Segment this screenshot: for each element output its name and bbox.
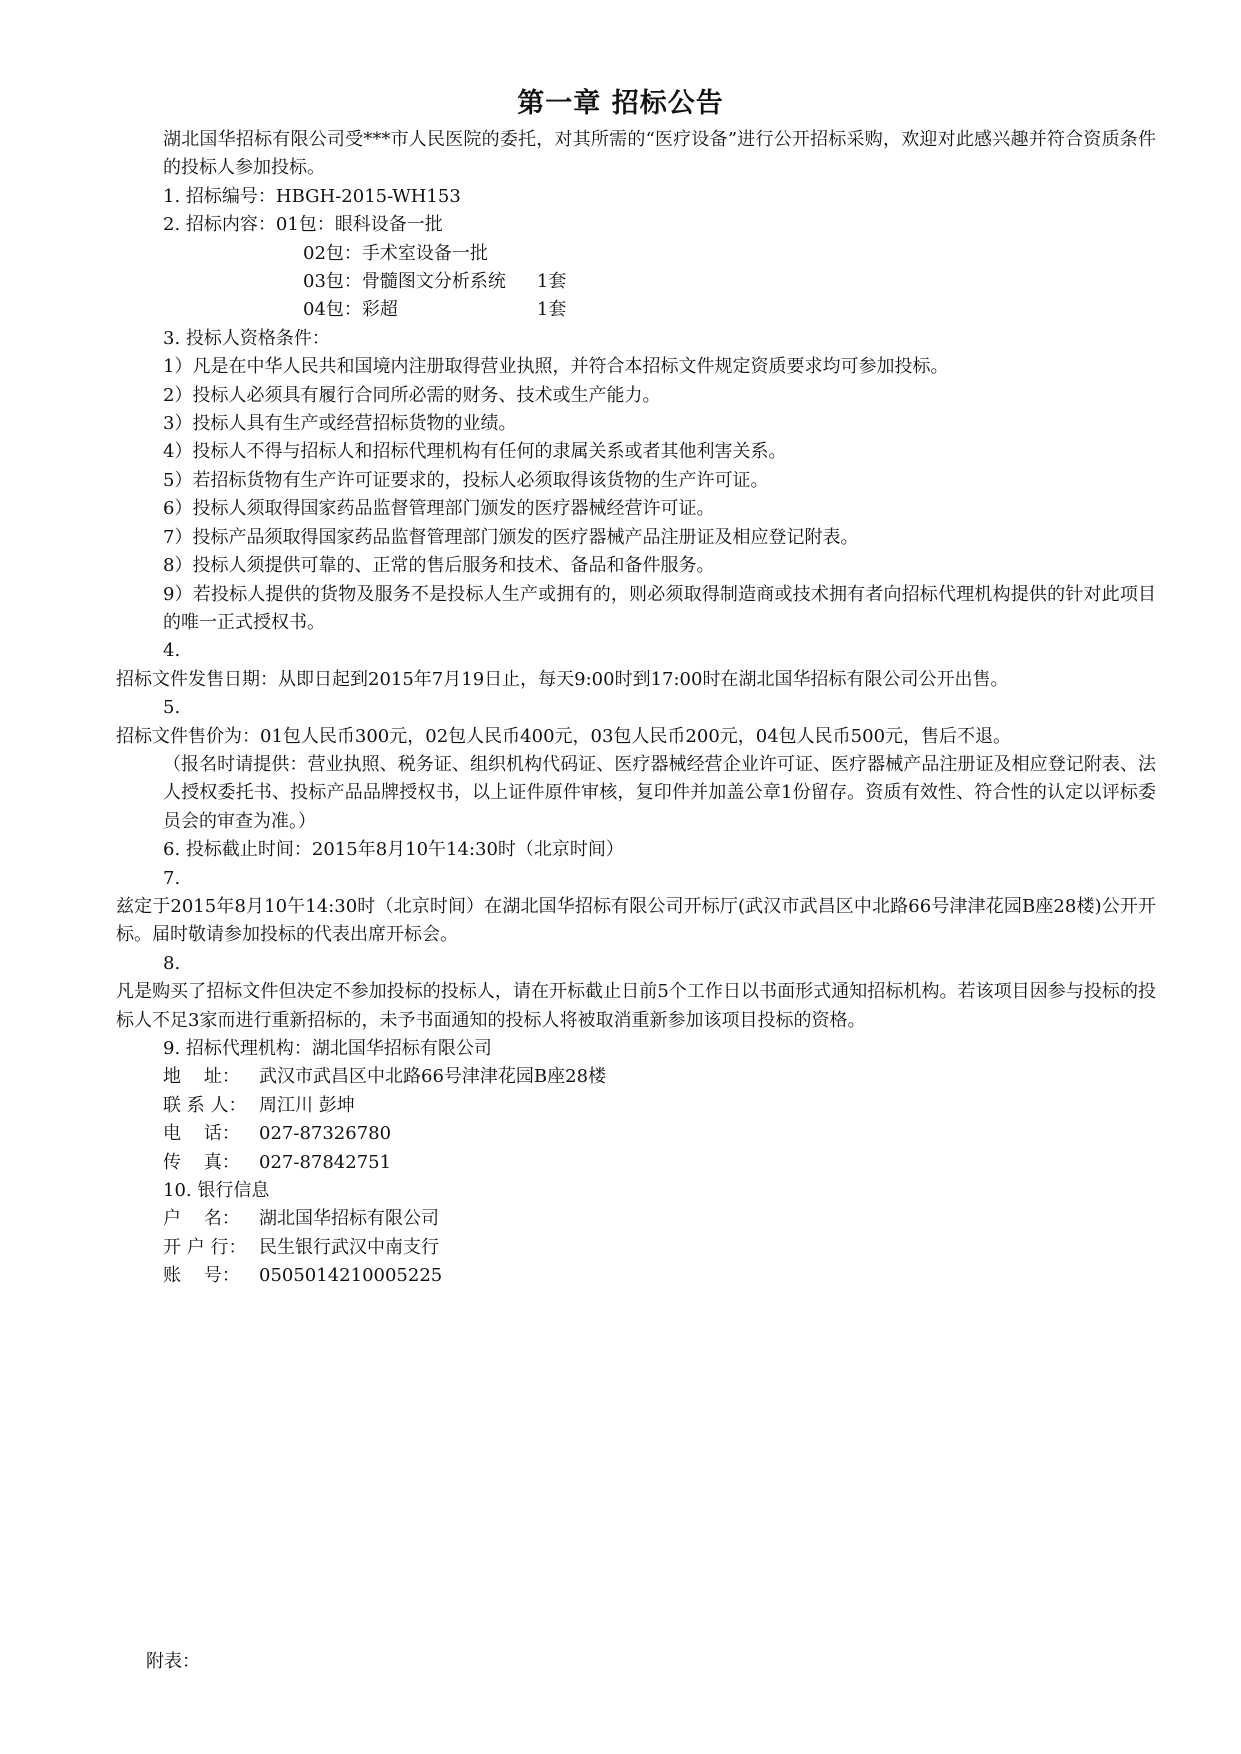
package-name: 骨髓图文分析系统 — [361, 271, 506, 293]
item-number: 5. — [163, 697, 181, 719]
agency-fax — [116, 1149, 1156, 1177]
package-row — [116, 296, 1156, 324]
field-value: 027-87326780 — [259, 1123, 392, 1145]
package-no: 02包： — [303, 242, 362, 264]
registration-note: （报名时请提供：营业执照、税务证、组织机构代码证、医疗器械经营企业许可证、医疗器械产品注册证及相应登记附表、法人授权委托书、投标产品品牌授权书，以上证件原件审核，复印件并加盖公章1份留存。资质有效性、符合性的认定以评标委员会的审查为准。） — [163, 753, 1156, 832]
field-value: 湖北国华招标有限公司 — [259, 1208, 439, 1230]
field-value: 0505014210005225 — [259, 1265, 443, 1287]
qualification-item: 8）投标人须提供可靠的、正常的售后服务和技术、备品和备件服务。 — [163, 555, 715, 577]
field-value: 武汉市武昌区中北路66号津津花园B座28楼 — [259, 1066, 607, 1088]
field-label: 地 址： — [163, 1066, 240, 1088]
package-no: 01包： — [275, 214, 335, 236]
qualification-item: 4）投标人不得与招标人和招标代理机构有任何的隶属关系或者其他利害关系。 — [163, 441, 787, 463]
item-number: 4. — [163, 640, 181, 662]
qualification-item: 3）投标人具有生产或经营招标货物的业绩。 — [163, 413, 517, 435]
qualification-item: 2）投标人必须具有履行合同所必需的财务、技术或生产能力。 — [163, 384, 661, 406]
item-bid-opening: 兹定于2015年8月10午14:30时（北京时间）在湖北国华招标有限公司开标厅(武汉市武昌区中北路66号津津花园B座28楼)公开开标。届时敬请参加投标的代表出席开标会。 — [116, 895, 1156, 946]
field-label: 联 系 人： — [163, 1094, 247, 1116]
qualification-item: 7）投标产品须取得国家药品监督管理部门颁发的医疗器械产品注册证及相应登记附表。 — [163, 526, 859, 548]
bank-account-number — [116, 1262, 1156, 1290]
field-value: 周江川 彭坤 — [259, 1094, 355, 1116]
qualification-item: 6）投标人须取得国家药品监督管理部门颁发的医疗器械经营许可证。 — [163, 498, 715, 520]
field-value: 民生银行武汉中南支行 — [259, 1236, 439, 1258]
item-agency: 9. 招标代理机构：湖北国华招标有限公司 — [163, 1038, 492, 1059]
package-name: 彩超 — [361, 299, 398, 321]
item-number: 7. — [163, 867, 181, 889]
bank-account-name — [116, 1205, 1156, 1233]
item-number: 8. — [163, 952, 181, 974]
item-bank-info: 10. 银行信息 — [163, 1180, 270, 1202]
item-tender-content — [116, 211, 1156, 239]
item-tender-number: 1. 招标编号：HBGH-2015-WH153 — [163, 185, 461, 207]
intro-paragraph: 湖北国华招标有限公司受***市人民医院的委托，对其所需的“医疗设备”进行公开招标采购，欢迎对此感兴趣并符合资质条件的投标人参加投标。 — [163, 129, 1156, 179]
item-price: 招标文件售价为：01包人民币300元，02包人民币400元，03包人民币200元，04包人民币500元，售后不退。 — [116, 725, 1012, 747]
package-qty: 1套 — [536, 271, 567, 293]
field-label: 户 名： — [163, 1208, 240, 1230]
attachment-label: 附表： — [146, 1651, 200, 1672]
item-qualifications-heading: 3. 投标人资格条件： — [163, 327, 330, 349]
document-body — [116, 126, 1156, 1291]
bank-branch — [116, 1234, 1156, 1262]
qualification-item: 1）凡是在中华人民共和国境内注册取得营业执照，并符合本招标文件规定资质要求均可参加投标。 — [163, 356, 949, 378]
field-label: 账 号： — [163, 1265, 240, 1287]
field-value: 027-87842751 — [259, 1151, 392, 1173]
package-name: 眼科设备一批 — [334, 214, 443, 236]
item-sale-date: 招标文件发售日期：从即日起到2015年7月19日止，每天9:00时到17:00时在湖北国华招标有限公司公开出售。 — [116, 668, 1009, 690]
package-row — [116, 268, 1156, 296]
item-withdrawal-notice: 凡是购买了招标文件但决定不参加投标的投标人，请在开标截止日前5个工作日以书面形式通知招标机构。若该项目因参与投标的投标人不足3家而进行重新招标的，未予书面通知的投标人将被取消重新参加该项目投标的资格。 — [116, 981, 1156, 1031]
item-deadline: 6. 投标截止时间：2015年8月10午14:30时（北京时间） — [163, 839, 624, 861]
qualification-item: 9）若投标人提供的货物及服务不是投标人生产或拥有的，则必须取得制造商或技术拥有者向招标代理机构提供的针对此项目的唯一正式授权书。 — [163, 583, 1156, 633]
page-title: 第一章 招标公告 — [517, 88, 724, 119]
package-qty: 1套 — [536, 299, 567, 321]
package-no: 04包： — [303, 299, 362, 321]
agency-address — [116, 1063, 1156, 1091]
agency-phone — [116, 1120, 1156, 1148]
agency-contact — [116, 1092, 1156, 1120]
package-name: 手术室设备一批 — [361, 242, 488, 264]
field-label: 电 话： — [163, 1123, 240, 1145]
qualification-item: 5）若招标货物有生产许可证要求的，投标人必须取得该货物的生产许可证。 — [163, 469, 769, 491]
package-row — [116, 240, 1156, 268]
tender-content-label: 2. 招标内容： — [163, 214, 276, 236]
field-label: 开 户 行： — [163, 1236, 247, 1258]
package-no: 03包： — [303, 271, 362, 293]
field-label: 传 真： — [163, 1151, 240, 1173]
